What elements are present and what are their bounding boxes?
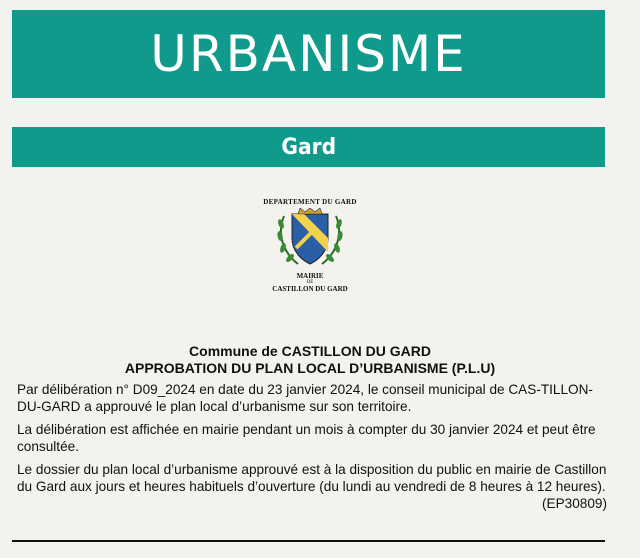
coat-of-arms-icon (274, 208, 346, 270)
notice-reference: (EP30809) (542, 496, 607, 511)
logo-town-text: CASTILLON DU GARD (272, 285, 348, 293)
category-banner (12, 10, 605, 98)
logo-mairie-text: MAIRIE (296, 272, 324, 280)
municipal-logo (250, 198, 370, 318)
notice-title-line2: APPROBATION DU PLAN LOCAL D’URBANISME (P.L.U) (124, 360, 496, 376)
notice-heading (0, 343, 620, 377)
section-title: Gard (281, 134, 336, 160)
category-title: URBANISME (150, 25, 467, 83)
notice-paragraph: Par délibération n° D09_2024 en date du 23 janvier 2024, le conseil municipal de CAS-TILLON-DU-GARD a approuvé le plan local d’urbanisme sur son territoire. (17, 382, 593, 414)
notice-paragraph: Le dossier du plan local d’urbanisme approuvé est à la disposition du public en mairie de Castillon du Gard aux jours et heures habituels d’ouverture (du lundi au vendredi de 8 heures à 12 heures). (17, 462, 607, 494)
logo-department-text: DEPARTEMENT DU GARD (263, 198, 357, 206)
section-banner (12, 127, 605, 167)
notice-body (17, 381, 607, 512)
bottom-divider (12, 540, 605, 542)
notice-paragraph: La délibération est affichée en mairie pendant un mois à compter du 30 janvier 2024 et peut être consultée. (17, 422, 596, 454)
notice-title-line1: Commune de CASTILLON DU GARD (189, 343, 431, 359)
logo-de-text: DE (306, 280, 314, 285)
